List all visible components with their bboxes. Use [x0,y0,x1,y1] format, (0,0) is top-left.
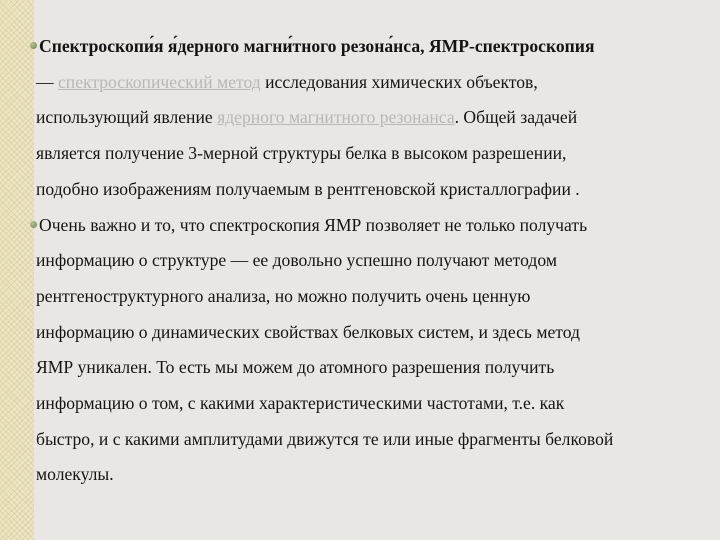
paragraph-line: информацию о динамических свойствах белковых систем, и здесь метод [36,321,580,342]
text-segment: . Общей задачей [454,107,578,128]
paragraph-nmr-importance [36,208,704,494]
paragraph-line [36,65,704,101]
paragraph-nmr-definition [36,29,704,208]
text-segment: исследования химических объектов, [260,71,538,92]
text-segment: Очень важно и то, что спектроскопия ЯМР позволяет не только получать [39,214,588,235]
paragraph-line [36,29,704,65]
dash-text: — [36,71,58,92]
slide-content [36,29,704,493]
link-spectroscopic-method[interactable]: спектроскопический метод [58,71,261,92]
paragraph-line: ЯМР уникален. То есть мы можем до атомного разрешения получить [36,357,555,378]
paragraph-line: является получение 3-мерной структуры белка в высоком разрешении, [36,143,567,164]
link-nmr[interactable]: ядерного магнитного резонанса [217,107,455,128]
paragraph-line: молекулы. [36,464,114,485]
term-title: Спектроскопи́я я́дерного магни́тного резона́нса, ЯМР-спектроскопия [39,36,595,56]
paragraph-line: подобно изображениям получаемым в рентгеновской кристаллографии . [36,178,580,199]
paragraph-line [36,100,704,136]
text-segment: использующий явление [36,107,218,128]
bullet-icon [30,42,37,49]
paragraph-line [36,208,704,244]
paragraph-line: информацию о структуре — ее довольно успешно получают методом [36,250,557,271]
paragraph-line: быстро, и с какими амплитудами движутся те или иные фрагменты белковой [36,428,614,449]
decorative-side-stripe [0,0,34,540]
paragraph-line: рентгеноструктурного анализа, но можно получить очень ценную [36,285,531,306]
paragraph-line: информацию о том, с какими характеристическими частотами, т.е. как [36,393,565,414]
bullet-icon [30,221,37,228]
